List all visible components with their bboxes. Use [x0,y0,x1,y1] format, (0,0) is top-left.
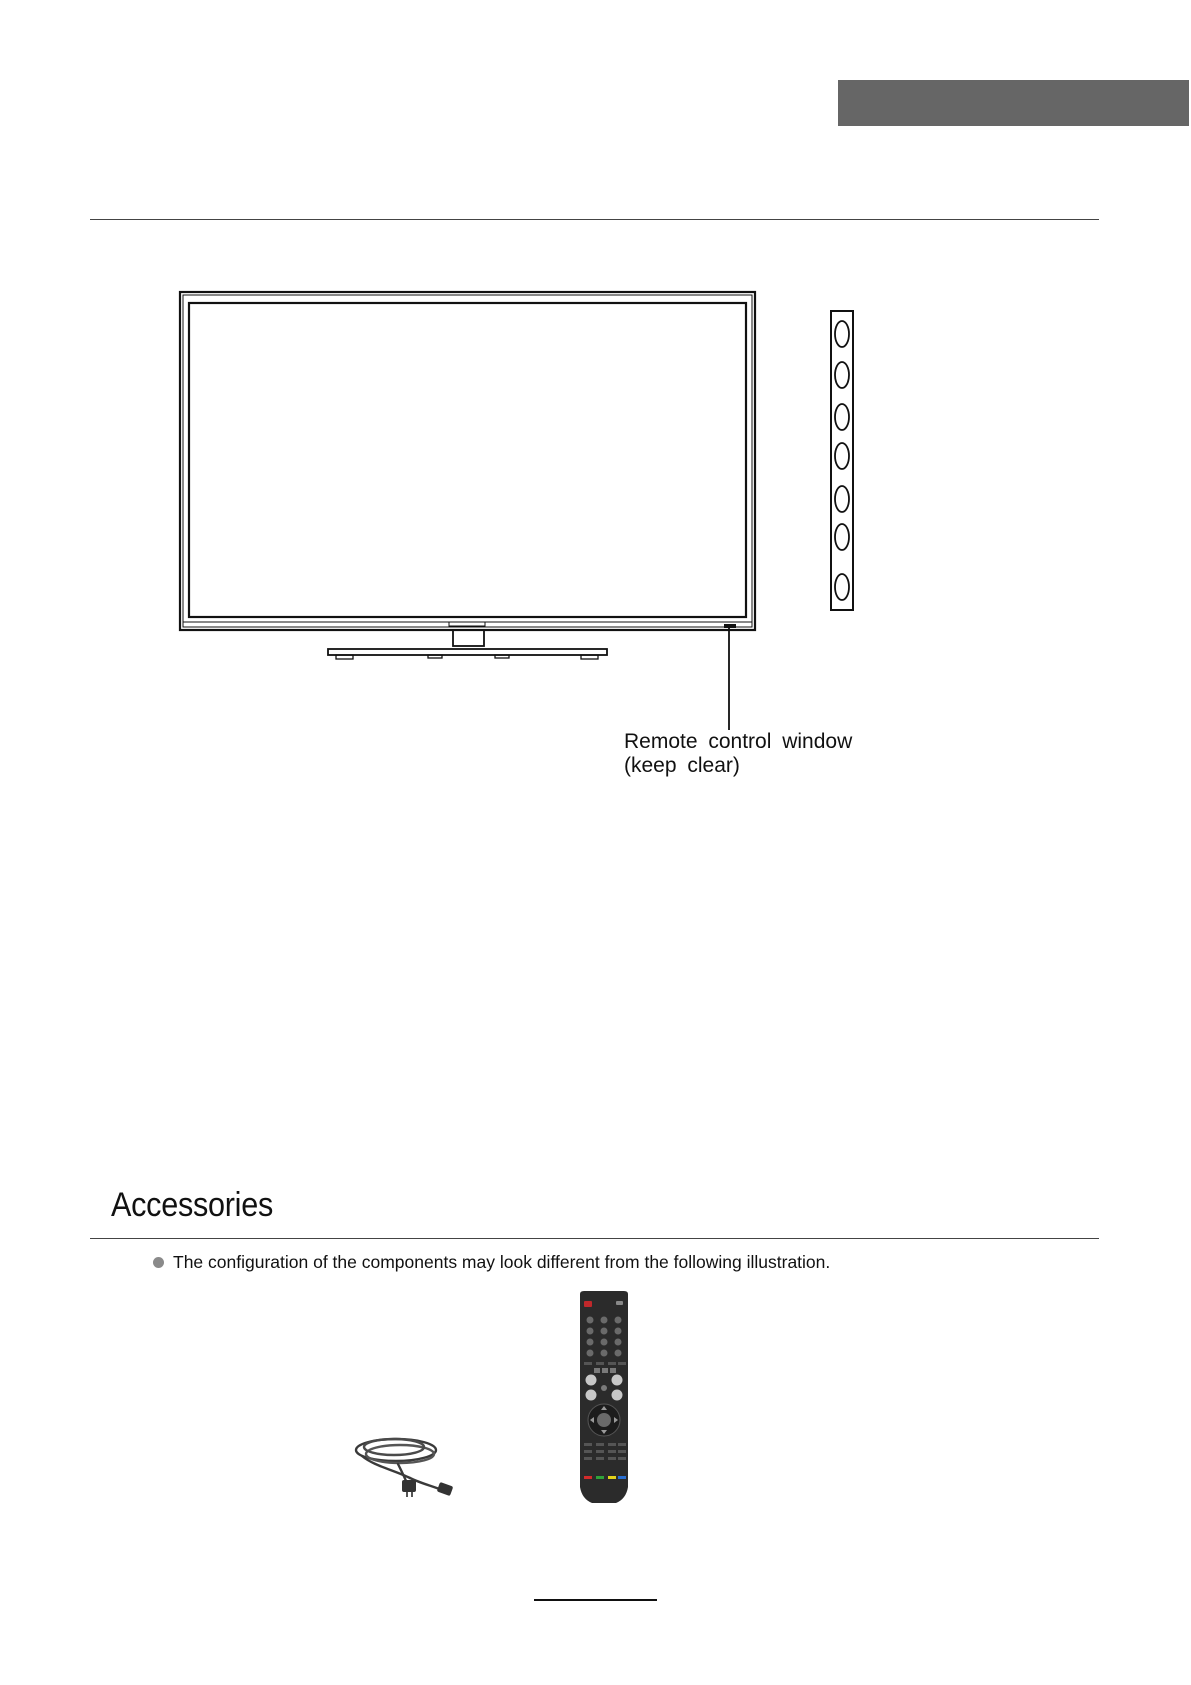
side-button-5 [835,486,849,512]
tv-screen [189,303,746,617]
power-cord-image [350,1428,460,1498]
side-button-4 [835,443,849,469]
side-button-1 [835,321,849,347]
accessories-heading: Accessories [111,1186,273,1224]
remote-window-callout [624,730,852,778]
accessories-note-text: The configuration of the components may look different from the following illustration. [173,1252,831,1272]
accessories-note [153,1252,830,1273]
page-number-underline [534,1599,657,1601]
side-button-7 [835,574,849,600]
side-button-3 [835,404,849,430]
tv-outer-bezel [180,292,755,630]
side-button-2 [835,362,849,388]
tv-stand-neck [453,630,484,646]
callout-line-2: (keep clear) [624,754,740,777]
remote-power-button [584,1301,592,1307]
side-control-panel [831,311,853,610]
callout-line-1: Remote control window [624,730,853,753]
remote-control-image [576,1291,632,1507]
remote-sensor-window [724,624,736,628]
accessories-divider [90,1238,1099,1239]
tv-stand-base [328,649,607,655]
bullet-icon [153,1257,164,1268]
tv-front-view-diagram [0,0,1191,800]
side-button-6 [835,524,849,550]
